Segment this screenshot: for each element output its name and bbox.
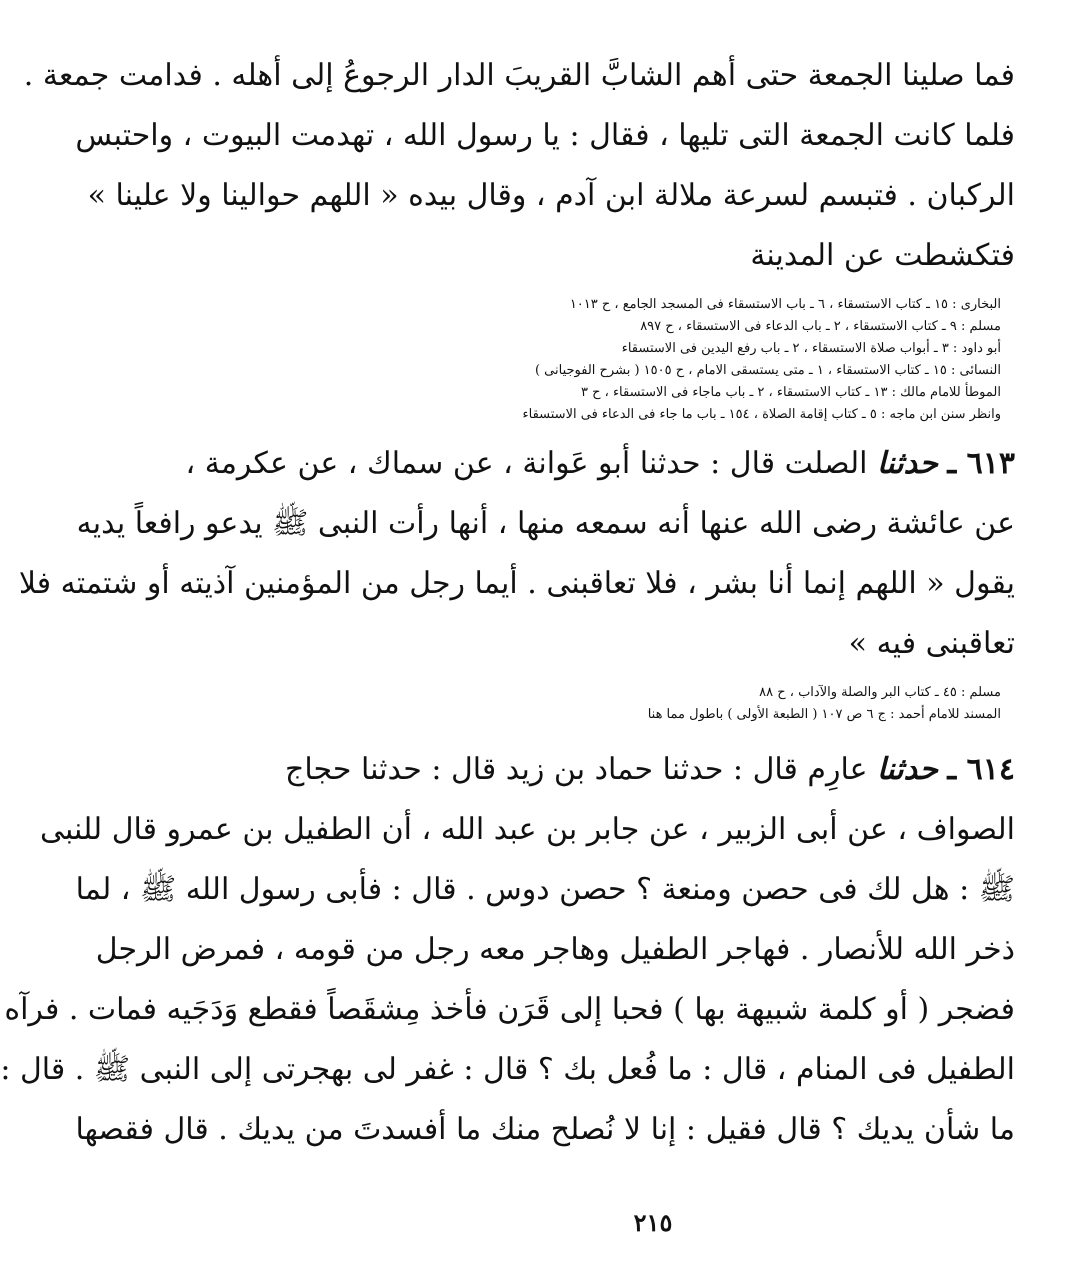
hadith-heading-rest: عارِم قال : حدثنا حماد بن زيد قال : حدثنا حجاج: [285, 752, 868, 787]
text-line: ﷺ : هل لك فى حصن ومنعة ؟ حصن دوس . قال : فأبى رسول الله ﷺ ، لما: [75, 872, 1015, 907]
text-line: الطفيل فى المنام ، قال : ما فُعل بك ؟ قال : غفر لى بهجرتى إلى النبى ﷺ . قال :: [0, 1052, 1015, 1087]
text-line: فما صلينا الجمعة حتى أهم الشابَّ القريبَ الدار الرجوعُ إلى أهله . فدامت جمعة .: [23, 58, 1015, 93]
footnotes-613: [291, 682, 1015, 726]
text-line: يقول « اللهم إنما أنا بشر ، فلا تعاقبنى . أيما رجل من المؤمنين آذيته أو شتمته فلا: [18, 566, 1015, 601]
footnote-line: وانظر سنن ابن ماجه : ٥ ـ كتاب إقامة الصلاة ، ١٥٤ ـ باب ما جاء فى الدعاء فى الاستسقاء: [522, 407, 1001, 422]
text-line: ما شأن يديك ؟ قال فقيل : إنا لا نُصلح منك ما أفسدتَ من يديك . قال فقصها: [75, 1112, 1015, 1147]
footnote-line: أبو داود : ٣ ـ أبواب صلاة الاستسقاء ، ٢ ـ باب رفع اليدين فى الاستسقاء: [621, 341, 1001, 356]
footnotes-612: [291, 294, 1015, 426]
footnote-line: البخارى : ١٥ ـ كتاب الاستسقاء ، ٦ ـ باب الاستسقاء فى المسجد الجامع ، ح ١٠١٣: [569, 297, 1001, 312]
text-line: تعاقبنى فيه »: [848, 626, 1015, 661]
footnote-line: الموطأ للامام مالك : ١٣ ـ كتاب الاستسقاء ، ٢ ـ باب ماجاء فى الاستسقاء ، ح ٣: [580, 385, 1001, 400]
footnote-line: مسلم : ٩ ـ كتاب الاستسقاء ، ٢ ـ باب الدعاء فى الاستسقاء ، ح ٨٩٧: [640, 319, 1001, 334]
hadith-number: ٦١٤ ـ: [947, 752, 1015, 787]
text-line: الصواف ، عن أبى الزبير ، عن جابر بن عبد الله ، أن الطفيل بن عمرو قال للنبى: [39, 812, 1015, 847]
text-line: فضجر ( أو كلمة شبيهة بها ) فحبا إلى قَرَن فأخذ مِشقَصاً فقطع وَدَجَيه فمات . فرآه: [4, 992, 1015, 1027]
footnote-line: النسائى : ١٥ ـ كتاب الاستسقاء ، ١ ـ متى يستسقى الامام ، ح ١٥٠٥ ( بشرح الفوجيانى ): [534, 363, 1001, 378]
text-line: عن عائشة رضى الله عنها أنه سمعه منها ، أنها رأت النبى ﷺ يدعو رافعاً يديه: [76, 506, 1015, 541]
hadith-number: ٦١٣ ـ: [947, 446, 1015, 481]
hadith-heading-line: [185, 434, 1015, 494]
hadith-heading-word: حدثنا: [877, 752, 938, 787]
text-line: ذخر الله للأنصار . فهاجر الطفيل وهاجر معه رجل من قومه ، فمرض الرجل: [95, 932, 1015, 967]
text-line: فلما كانت الجمعة التى تليها ، فقال : يا رسول الله ، تهدمت البيوت ، واحتبس: [75, 118, 1015, 153]
hadith-heading-rest: الصلت قال : حدثنا أبو عَوانة ، عن سماك ، عن عكرمة ،: [185, 446, 868, 481]
hadith-heading-word: حدثنا: [877, 446, 938, 481]
text-line: الركبان . فتبسم لسرعة ملالة ابن آدم ، وقال بيده « اللهم حوالينا ولا علينا »: [87, 178, 1015, 213]
hadith-heading-line: [285, 740, 1015, 800]
footnote-line: المسند للامام أحمد : ج ٦ ص ١٠٧ ( الطبعة الأولى ) باطول مما هنا: [647, 707, 1001, 722]
text-line: فتكشطت عن المدينة: [750, 238, 1015, 273]
book-page: [0, 46, 1015, 1262]
hadith-613: [18, 434, 1015, 674]
footnote-line: مسلم : ٤٥ ـ كتاب البر والصلة والآداب ، ح ٨٨: [759, 685, 1001, 700]
hadith-614: [0, 740, 1015, 1160]
hadith-continuation: [23, 46, 1015, 286]
page-number: ٢١٥: [633, 1208, 673, 1237]
